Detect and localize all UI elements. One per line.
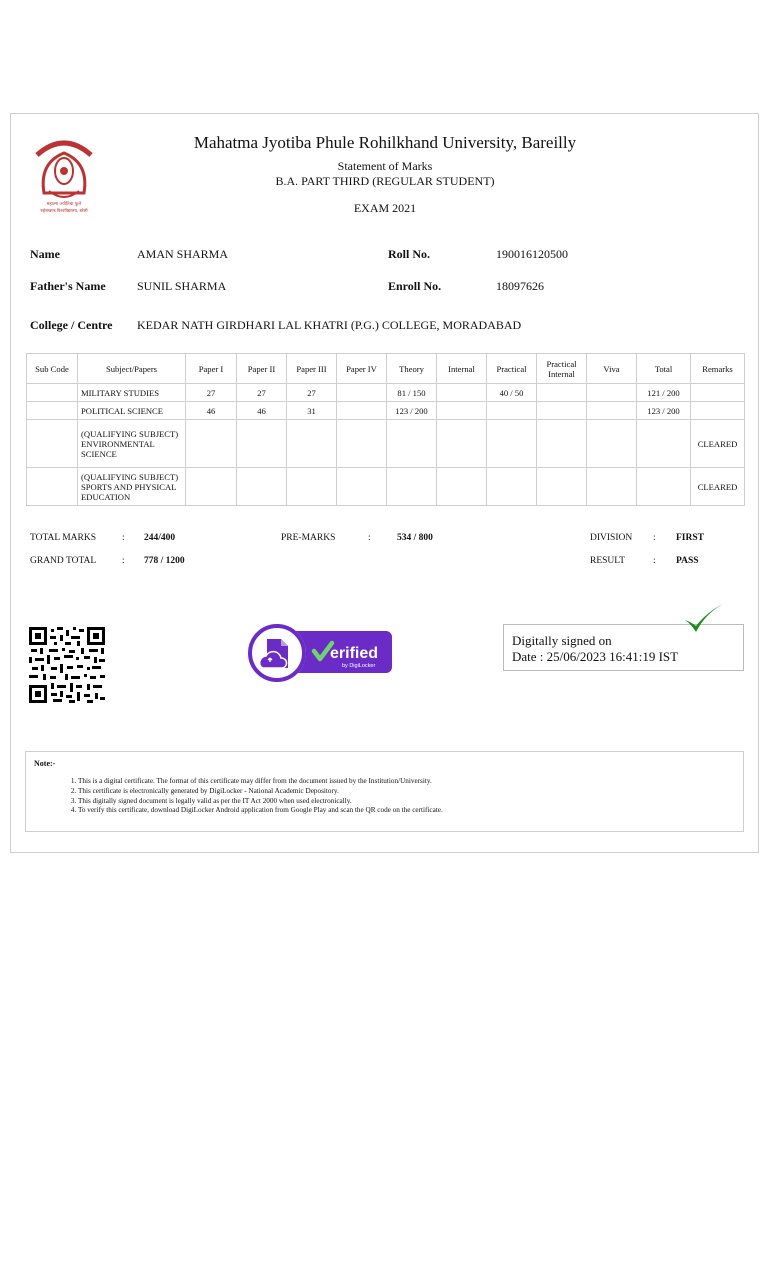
table-cell: 46: [186, 402, 237, 420]
col-header: Paper IV: [337, 354, 387, 384]
table-cell: [27, 420, 78, 468]
table-cell: [27, 384, 78, 402]
table-cell: (QUALIFYING SUBJECT) ENVIRONMENTAL SCIENCE: [78, 420, 186, 468]
table-cell: [587, 420, 637, 468]
table-cell: [437, 402, 487, 420]
result-label: RESULT: [590, 556, 626, 566]
father-name: SUNIL SHARMA: [137, 279, 227, 293]
table-cell: [437, 420, 487, 468]
university-title: Mahatma Jyotiba Phule Rohilkhand University, Bareilly: [193, 133, 577, 152]
col-header: Practical Internal: [537, 354, 587, 384]
table-cell: [287, 468, 337, 506]
table-cell: 121 / 200: [637, 384, 691, 402]
table-row: [27, 384, 745, 402]
statement-title: Statement of Marks: [337, 159, 433, 173]
table-cell: [387, 420, 437, 468]
college-label: College / Centre: [30, 318, 113, 332]
table-cell: [537, 384, 587, 402]
col-header: Sub Code: [27, 354, 78, 384]
table-cell: 27: [287, 384, 337, 402]
col-header: Remarks: [691, 354, 745, 384]
table-cell: [487, 420, 537, 468]
roll-number: 190016120500: [496, 247, 568, 261]
note-title: Note:-: [34, 759, 56, 768]
colon: :: [122, 533, 125, 543]
premarks-value: 534 / 800: [397, 533, 433, 543]
logo-text-top: महात्मा ज्योतिबा फुले: [46, 202, 82, 207]
table-cell: [537, 468, 587, 506]
table-cell: 40 / 50: [487, 384, 537, 402]
table-cell: 81 / 150: [387, 384, 437, 402]
college-name: KEDAR NATH GIRDHARI LAL KHATRI (P.G.) COLLEGE, MORADABAD: [137, 318, 522, 332]
colon: :: [653, 533, 656, 543]
table-cell: [537, 420, 587, 468]
table-cell: 123 / 200: [387, 402, 437, 420]
table-cell: [437, 384, 487, 402]
table-cell: CLEARED: [691, 468, 745, 506]
note-item: 2. This certificate is electronically generated by DigiLocker - National Academic Depository.: [78, 787, 443, 797]
table-cell: 123 / 200: [637, 402, 691, 420]
enroll-label: Enroll No.: [388, 279, 442, 293]
table-cell: [337, 468, 387, 506]
table-cell: 27: [237, 384, 287, 402]
exam-title: EXAM 2021: [353, 201, 417, 215]
enroll-number: 18097626: [496, 279, 544, 293]
col-header: Internal: [437, 354, 487, 384]
table-cell: [537, 402, 587, 420]
table-row: [27, 468, 745, 506]
note-item: 1. This is a digital certificate. The format of this certificate may differ from the document issued by the Institution/University.: [78, 777, 443, 787]
col-header: Practical: [487, 354, 537, 384]
marks-table: [26, 353, 745, 506]
table-cell: [487, 468, 537, 506]
division-label: DIVISION: [590, 533, 633, 543]
digilocker-text: by DigiLocker: [342, 663, 376, 669]
roll-label: Roll No.: [388, 247, 430, 261]
table-cell: [637, 420, 691, 468]
table-cell: CLEARED: [691, 420, 745, 468]
table-row: [27, 420, 745, 468]
division-value: FIRST: [676, 533, 704, 543]
table-cell: [487, 402, 537, 420]
table-row: [27, 402, 745, 420]
course-title: B.A. PART THIRD (REGULAR STUDENT): [275, 174, 495, 188]
green-checkmark-icon: [683, 602, 725, 636]
col-header: Subject/Papers: [78, 354, 186, 384]
note-item: 3. This digitally signed document is legally valid as per the IT Act 2000 when used electronically.: [78, 797, 443, 807]
table-header-row: [27, 354, 745, 384]
note-item: 4. To verify this certificate, download DigiLocker Android application from Google Play and scan the QR code on the certificate.: [78, 806, 443, 816]
qr-code-icon: [29, 627, 105, 703]
table-cell: 27: [186, 384, 237, 402]
signature-line-1: Digitally signed on: [512, 633, 612, 648]
col-header: Theory: [387, 354, 437, 384]
table-cell: [587, 468, 637, 506]
table-cell: [387, 468, 437, 506]
name-label: Name: [30, 247, 60, 261]
digilocker-verified-badge: [248, 621, 394, 685]
table-cell: 31: [287, 402, 337, 420]
table-cell: [587, 402, 637, 420]
table-cell: [587, 384, 637, 402]
table-cell: [637, 468, 691, 506]
signature-date: Date : 25/06/2023 16:41:19 IST: [512, 649, 679, 664]
premarks-label: PRE-MARKS: [281, 533, 336, 543]
table-cell: [337, 384, 387, 402]
table-cell: 46: [237, 402, 287, 420]
table-cell: [237, 420, 287, 468]
table-cell: [337, 402, 387, 420]
university-logo: [29, 133, 99, 215]
total-marks-label: TOTAL MARKS: [30, 533, 97, 543]
grand-total-value: 778 / 1200: [144, 556, 185, 566]
note-list: [60, 777, 443, 816]
table-cell: [186, 420, 237, 468]
table-cell: [237, 468, 287, 506]
table-cell: [27, 468, 78, 506]
verified-text: erified: [330, 645, 379, 662]
result-value: PASS: [676, 556, 699, 566]
table-cell: [337, 420, 387, 468]
table-cell: [437, 468, 487, 506]
colon: :: [653, 556, 656, 566]
col-header: Paper III: [287, 354, 337, 384]
col-header: Viva: [587, 354, 637, 384]
colon: :: [368, 533, 371, 543]
table-cell: [691, 402, 745, 420]
table-cell: [27, 402, 78, 420]
table-cell: [691, 384, 745, 402]
student-name: AMAN SHARMA: [137, 247, 229, 261]
col-header: Paper II: [237, 354, 287, 384]
total-marks-value: 244/400: [144, 533, 176, 543]
table-cell: POLITICAL SCIENCE: [78, 402, 186, 420]
col-header: Total: [637, 354, 691, 384]
table-cell: [186, 468, 237, 506]
colon: :: [122, 556, 125, 566]
table-cell: [287, 420, 337, 468]
table-cell: MILITARY STUDIES: [78, 384, 186, 402]
table-cell: (QUALIFYING SUBJECT) SPORTS AND PHYSICAL EDUCATION: [78, 468, 186, 506]
grand-total-label: GRAND TOTAL: [30, 556, 97, 566]
col-header: Paper I: [186, 354, 237, 384]
logo-text-bottom: रुहेलखण्ड विश्वविद्यालय, बरेली: [40, 208, 88, 213]
father-label: Father's Name: [30, 279, 106, 293]
